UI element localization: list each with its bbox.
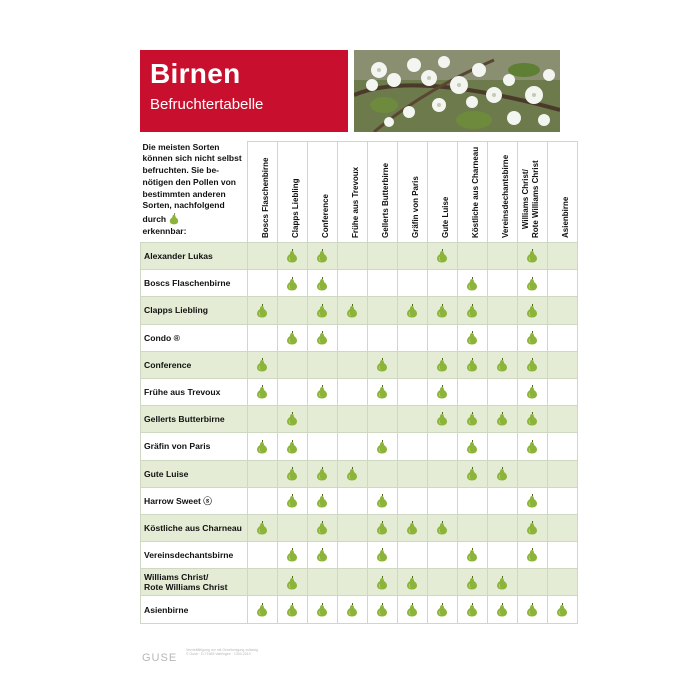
column-header-label: Gellerts Butterbirne [381,162,390,238]
table-cell [487,514,517,541]
column-header [337,142,367,243]
pear-icon [316,493,328,508]
column-header-label: Conference [321,193,330,238]
table-cell [367,324,397,351]
table-cell [517,596,547,623]
table-cell [367,270,397,297]
table-cell [517,351,547,378]
pear-icon [496,357,508,372]
table-cell [487,569,517,596]
pear-icon [376,520,388,535]
table-cell [277,542,307,569]
column-header-label: Clapps Liebling [291,178,300,238]
table-cell [277,243,307,270]
table-row [141,378,578,405]
table-cell [517,324,547,351]
table-cell [487,406,517,433]
table-cell [307,514,337,541]
pear-icon [526,547,538,562]
table-cell [397,270,427,297]
table-row [141,243,578,270]
table-cell [427,324,457,351]
table-cell [427,569,457,596]
pear-icon [286,276,298,291]
pear-icon [526,493,538,508]
pear-icon [436,303,448,318]
table-row [141,487,578,514]
table-cell [337,351,367,378]
variety-name: Condo ® [141,324,248,351]
pear-icon [286,330,298,345]
table-cell [427,487,457,514]
column-header [517,142,547,243]
table-row [141,351,578,378]
table-cell [307,460,337,487]
pear-icon [496,602,508,617]
pear-icon [256,602,268,617]
table-cell [487,460,517,487]
pear-icon [556,602,568,617]
pear-icon [436,384,448,399]
variety-name: Boscs Flaschenbirne [141,270,248,297]
pear-icon [466,303,478,318]
pear-icon [286,547,298,562]
pear-icon [346,602,358,617]
table-cell [367,542,397,569]
pear-icon [316,330,328,345]
pollinator-table [140,141,578,624]
table-cell [427,378,457,405]
table-cell [337,460,367,487]
column-header-label: Williams Christ/ [521,169,530,230]
table-cell [307,378,337,405]
table-cell [487,378,517,405]
column-header [367,142,397,243]
pear-icon [526,248,538,263]
table-cell [457,351,487,378]
table-cell [487,487,517,514]
table-cell [517,569,547,596]
table-cell [277,514,307,541]
table-cell [457,487,487,514]
variety-name: Williams Christ/ Rote Williams Christ [141,569,248,596]
table-cell [397,297,427,324]
table-cell [307,270,337,297]
table-cell [307,569,337,596]
table-cell [457,542,487,569]
pear-icon [496,466,508,481]
pear-icon [346,466,358,481]
table-cell [247,297,277,324]
footer [142,648,258,666]
table-cell [457,514,487,541]
table-cell [547,324,577,351]
table-cell [337,433,367,460]
pear-icon [496,411,508,426]
table-cell [367,487,397,514]
pear-icon [316,276,328,291]
table-cell [547,378,577,405]
variety-name: Vereinsdechantsbirne [141,542,248,569]
table-cell [247,596,277,623]
table-cell [457,406,487,433]
table-cell [277,433,307,460]
table-cell [487,351,517,378]
variety-name: Alexander Lukas [141,243,248,270]
table-cell [337,324,367,351]
table-cell [487,433,517,460]
pear-icon [526,276,538,291]
table-cell [427,433,457,460]
intro-text: Die meisten Sorten können sich nicht selbst befruchten. Sie be- nötigen den Pollen von bestimmten anderen Sorten, nachfolgend durch erkennbar: [141,142,248,243]
pear-icon [526,411,538,426]
table-cell [247,433,277,460]
pear-icon [256,384,268,399]
table-cell [307,351,337,378]
pear-icon [346,303,358,318]
pear-icon [316,466,328,481]
column-header-label: Asienbirne [561,196,570,238]
table-cell [367,514,397,541]
column-header-label: Boscs Flaschenbirne [261,157,270,238]
pear-icon [526,303,538,318]
table-cell [547,569,577,596]
table-cell [397,596,427,623]
column-header [277,142,307,243]
pear-icon [526,330,538,345]
table-cell [337,270,367,297]
pear-icon [526,384,538,399]
pear-icon [436,411,448,426]
table-cell [277,569,307,596]
table-cell [487,542,517,569]
table-cell [307,406,337,433]
table-cell [277,351,307,378]
table-cell [397,351,427,378]
variety-name: Frühe aus Trevoux [141,378,248,405]
pear-icon [286,493,298,508]
table-cell [547,542,577,569]
table-cell [457,324,487,351]
pear-icon [466,357,478,372]
table-cell [517,378,547,405]
table-cell [337,487,367,514]
table-cell [337,406,367,433]
table-cell [247,378,277,405]
table-cell [547,596,577,623]
table-cell [277,378,307,405]
table-cell [337,243,367,270]
pear-icon [526,439,538,454]
table-row [141,460,578,487]
table-cell [397,514,427,541]
table-cell [457,270,487,297]
pear-icon [256,520,268,535]
table-row [141,542,578,569]
table-cell [427,297,457,324]
table-cell [487,596,517,623]
pear-icon [256,357,268,372]
table-cell [517,514,547,541]
pear-icon [316,602,328,617]
table-cell [307,542,337,569]
column-header [457,142,487,243]
table-cell [367,351,397,378]
table-cell [337,596,367,623]
table-row [141,270,578,297]
pear-icon [316,248,328,263]
variety-name: Clapps Liebling [141,297,248,324]
column-header [547,142,577,243]
pear-icon [496,575,508,590]
table-row [141,324,578,351]
pear-icon [256,439,268,454]
pear-icon [376,575,388,590]
pear-icon [376,493,388,508]
table-row [141,596,578,623]
pear-icon [466,466,478,481]
table-cell [247,324,277,351]
pear-icon [256,303,268,318]
pear-icon [466,575,478,590]
column-header [427,142,457,243]
variety-name: Asienbirne [141,596,248,623]
table-cell [457,460,487,487]
pear-icon [316,547,328,562]
table-cell [397,324,427,351]
table-cell [367,569,397,596]
table-cell [397,243,427,270]
pear-icon [286,248,298,263]
pear-icon [436,602,448,617]
table-cell [457,596,487,623]
table-cell [307,324,337,351]
guse-logo: GUSE [142,652,178,664]
table-cell [247,270,277,297]
table-cell [247,460,277,487]
table-cell [547,433,577,460]
column-header [487,142,517,243]
table-cell [337,542,367,569]
column-header-label: Köstliche aus Charneau [471,146,480,238]
column-header [307,142,337,243]
table-cell [547,514,577,541]
pear-icon [406,575,418,590]
table-cell [307,487,337,514]
table-cell [517,270,547,297]
table-cell [367,433,397,460]
table-cell [457,569,487,596]
table-cell [487,243,517,270]
pear-icon [376,547,388,562]
table-cell [247,243,277,270]
table-cell [547,406,577,433]
pear-icon [376,357,388,372]
table-cell [337,378,367,405]
table-cell [427,542,457,569]
table-cell [427,406,457,433]
pear-icon [286,411,298,426]
table-cell [487,324,517,351]
table-row [141,297,578,324]
table-cell [427,351,457,378]
table-cell [427,270,457,297]
table-cell [547,460,577,487]
pear-icon [316,303,328,318]
variety-name: Gute Luise [141,460,248,487]
pear-icon [406,520,418,535]
table-cell [487,297,517,324]
table-cell [397,487,427,514]
pear-icon [376,384,388,399]
table-cell [247,569,277,596]
table-cell [247,487,277,514]
table-cell [337,297,367,324]
table-cell [457,378,487,405]
table-cell [427,596,457,623]
table-cell [487,270,517,297]
table-cell [427,460,457,487]
table-cell [367,406,397,433]
variety-name: Conference [141,351,248,378]
footer-legal: Vervielfältigung nur mit Genehmigung zulässig © Guse · D-71665 Vaihingen · 1303-2013 [186,648,258,657]
table-cell [547,243,577,270]
title-banner [140,50,348,132]
table-cell [517,297,547,324]
table-row [141,406,578,433]
table-cell [367,297,397,324]
pear-icon [526,602,538,617]
table-cell [307,596,337,623]
column-header-label: Gräfin von Paris [411,176,420,238]
table-cell [277,270,307,297]
table-cell [457,433,487,460]
table-cell [367,378,397,405]
table-cell [457,297,487,324]
pear-icon [286,602,298,617]
pear-icon [466,547,478,562]
table-cell [277,596,307,623]
pear-blossom-photo [354,50,560,132]
variety-name: Gräfin von Paris [141,433,248,460]
table-cell [247,514,277,541]
table-cell [547,351,577,378]
page-subtitle: Befruchtertabelle [150,96,264,113]
column-header-label: Vereinsdechantsbirne [501,154,510,238]
pear-icon [316,520,328,535]
variety-name: Harrow Sweet ⓢ [141,487,248,514]
table-cell [277,324,307,351]
pear-icon [526,520,538,535]
table-cell [397,378,427,405]
table-cell [337,569,367,596]
table-cell [367,243,397,270]
pear-icon [286,466,298,481]
table-cell [517,460,547,487]
variety-name: Gellerts Butterbirne [141,406,248,433]
column-header-label: Rote Williams Christ [531,160,540,238]
pear-icon [466,330,478,345]
table-row [141,514,578,541]
table-cell [397,433,427,460]
page-title: Birnen [150,58,241,89]
table-cell [277,406,307,433]
table-cell [397,542,427,569]
pear-icon [436,520,448,535]
column-header-label: Frühe aus Trevoux [351,166,360,238]
table-cell [307,433,337,460]
table-cell [427,514,457,541]
table-cell [517,542,547,569]
table-cell [397,460,427,487]
pear-icon [169,212,179,225]
table-cell [517,487,547,514]
pear-icon [466,602,478,617]
table-cell [397,569,427,596]
table-cell [307,297,337,324]
pear-icon [436,357,448,372]
table-cell [247,542,277,569]
pear-icon [406,602,418,617]
table-cell [277,460,307,487]
pear-icon [466,411,478,426]
pear-icon [376,602,388,617]
table-row [141,569,578,596]
table-cell [247,406,277,433]
column-header [397,142,427,243]
column-header [247,142,277,243]
table-cell [277,487,307,514]
pear-icon [436,248,448,263]
pear-icon [466,276,478,291]
pear-icon [406,303,418,318]
pear-icon [286,439,298,454]
pear-icon [316,384,328,399]
table-cell [367,460,397,487]
table-cell [337,514,367,541]
pear-icon [466,439,478,454]
pear-icon [526,357,538,372]
table-cell [547,270,577,297]
table-cell [427,243,457,270]
variety-name: Köstliche aus Charneau [141,514,248,541]
table-cell [547,297,577,324]
table-cell [307,243,337,270]
table-cell [517,433,547,460]
table-cell [517,243,547,270]
table-cell [247,351,277,378]
table-cell [517,406,547,433]
table-cell [457,243,487,270]
table-cell [547,487,577,514]
table-cell [277,297,307,324]
pear-icon [286,575,298,590]
table-cell [397,406,427,433]
column-header-label: Gute Luise [441,196,450,238]
table-row [141,433,578,460]
table-cell [367,596,397,623]
pear-icon [376,439,388,454]
